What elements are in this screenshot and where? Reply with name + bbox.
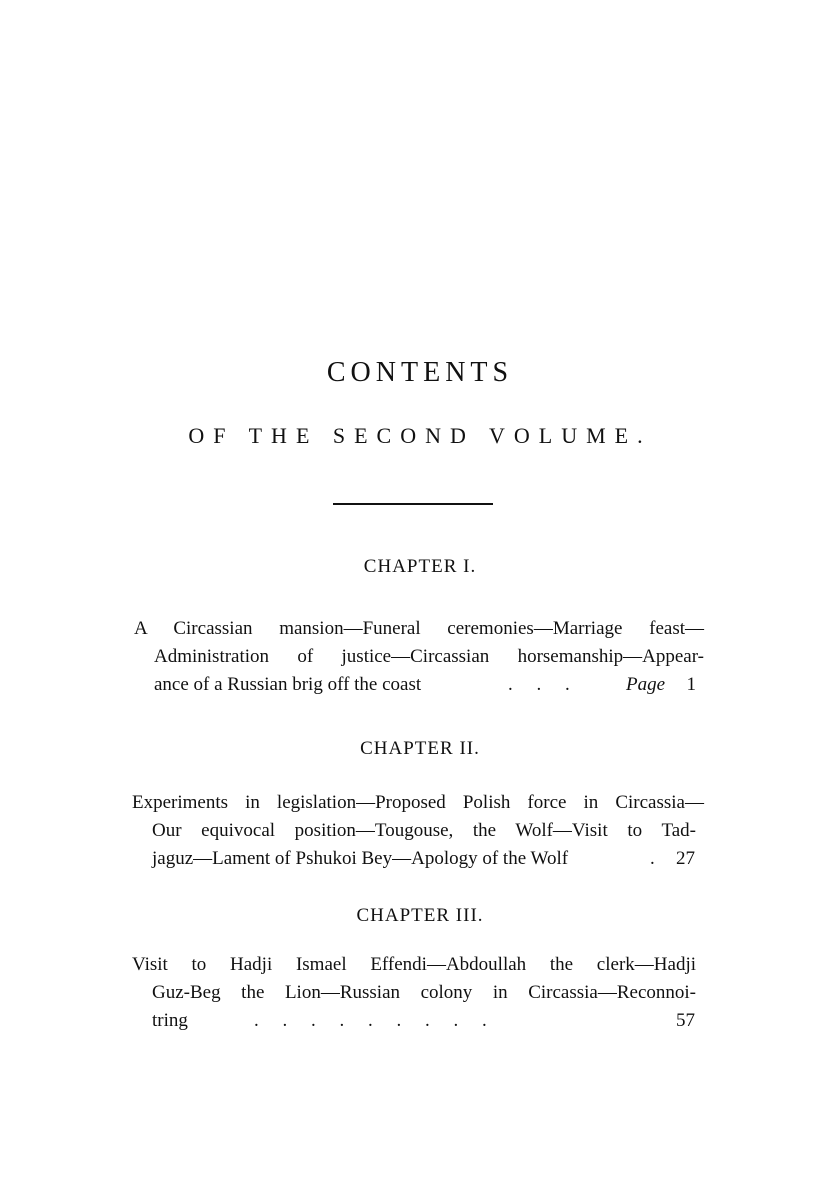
chapter-1-line-2: Administration of justice—Circassian horsemanship—Appear- [154,646,704,667]
chapter-3-page-number: 57 [676,1010,695,1031]
chapter-3-line-3: tring [152,1010,188,1031]
chapter-1-page-number: 1 [686,674,697,695]
chapter-2-line-3: jaguz—Lament of Pshukoi Bey—Apology of the Wolf [152,848,569,869]
page-title: CONTENTS [326,357,514,388]
chapter-3-leaders: . . . . . . . . . [254,1010,487,1031]
chapter-3-line-2: Guz-Beg the Lion—Russian colony in Circassia—Reconnoi- [152,982,696,1003]
chapter-1-page-ref [626,671,696,698]
chapter-heading-2: CHAPTER II. [360,738,480,759]
chapter-3-line-1: Visit to Hadji Ismael Effendi—Abdoullah the clerk—Hadji [132,954,696,975]
page-word: Page [626,674,666,695]
title-rule [333,503,493,505]
chapter-1-line-1: A Circassian mansion—Funeral ceremonies—Marriage feast— [134,618,704,639]
page-subtitle: OF THE SECOND VOLUME. [188,423,652,448]
chapter-2-leaders: . [650,848,655,869]
chapter-2-line-1: Experiments in legislation—Proposed Polish force in Circassia— [132,792,704,813]
chapter-2-page-number: 27 [676,848,695,869]
chapter-2-line-2: Our equivocal position—Tougouse, the Wolf—Visit to Tad- [152,820,696,841]
chapter-heading-1: CHAPTER I. [363,556,477,577]
chapter-heading-3: CHAPTER III. [356,905,484,926]
chapter-1-leaders: . . . [508,674,570,695]
chapter-1-line-3: ance of a Russian brig off the coast [154,674,422,695]
